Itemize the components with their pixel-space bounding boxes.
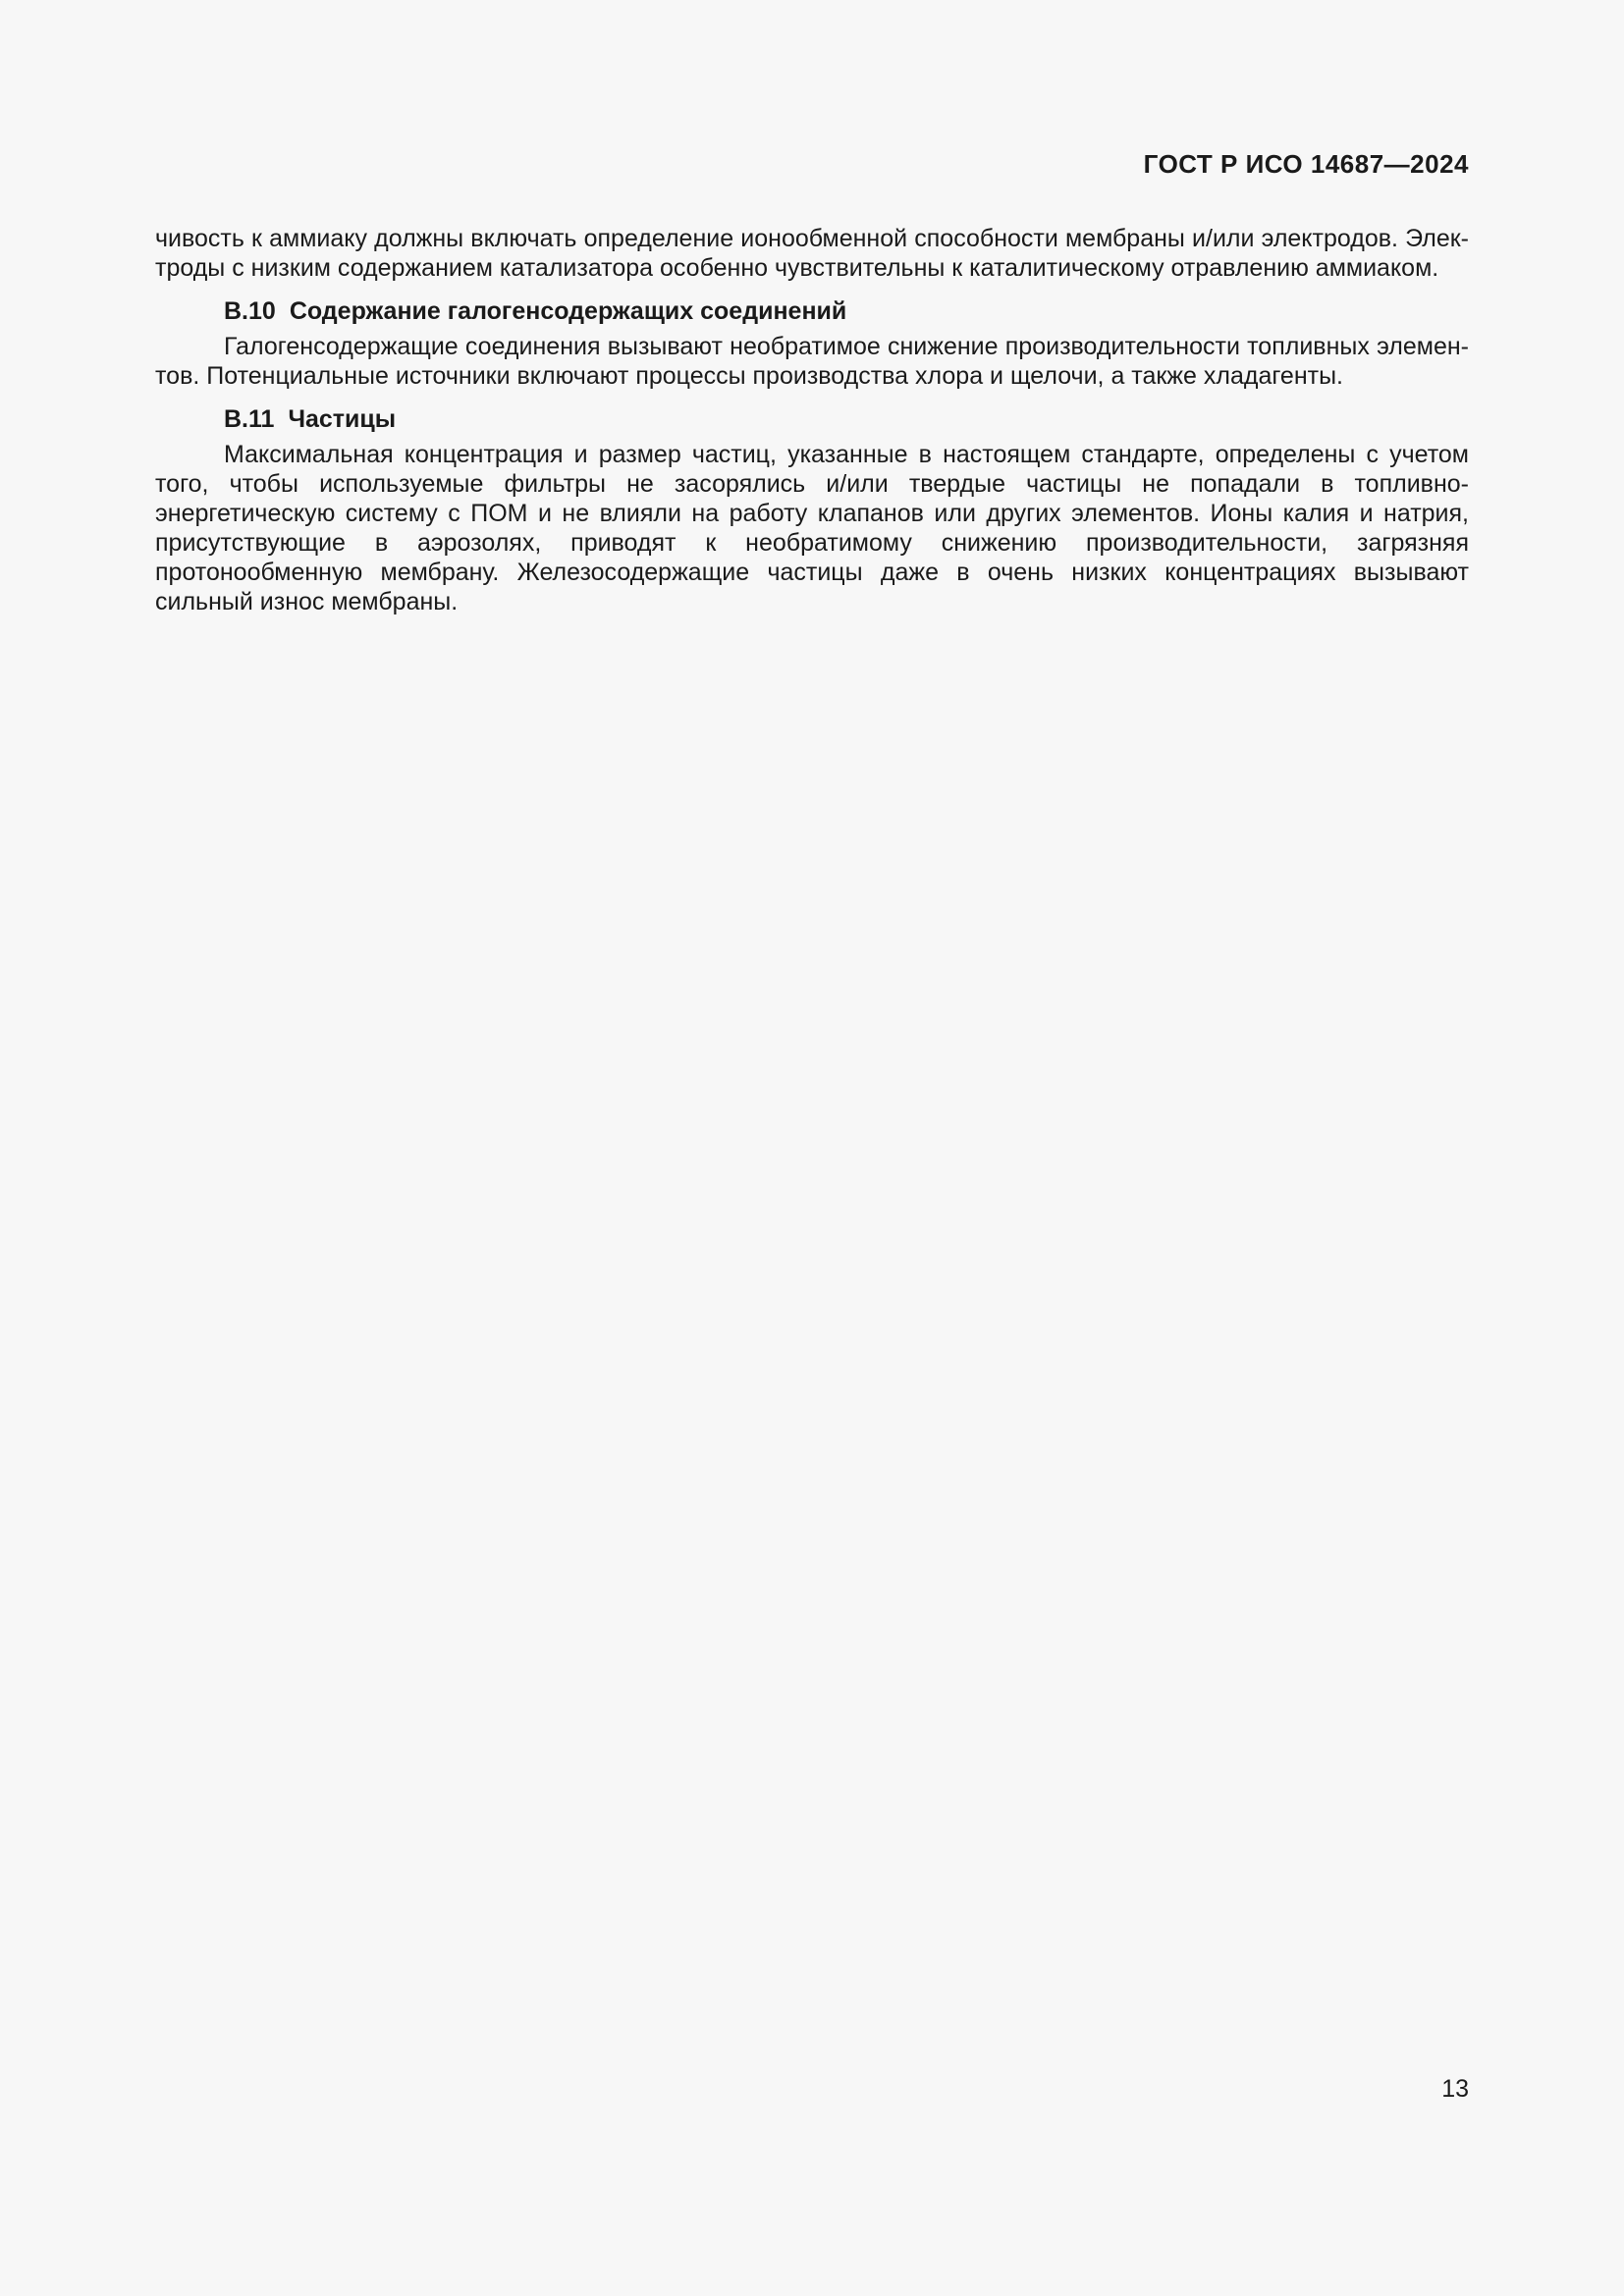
section-heading-b10 (155, 296, 1469, 326)
section-title: Содержание галогенсодержащих соединений (289, 297, 847, 325)
section-paragraph-b11: Максимальная концентрация и размер частиц, указанные в настоящем стандарте, определены с учетом того, чтобы используемые фильтры не засорялись и/или твердые частицы не попадали в топливно-энергетическую систему с ПОМ и не влияли на работу клапанов или других элементов. Ионы калия и натрия, присутствующие в аэрозолях, приводят к необратимому снижению производительности, загрязняя протонообменную мембрану. Железосодержащие частицы даже в очень низких концентрациях вызывают сильный износ мембраны. (155, 441, 1469, 615)
section-number: B.10 (224, 297, 276, 325)
document-code-header: ГОСТ Р ИСО 14687—2024 (1143, 149, 1469, 179)
document-body (155, 224, 1469, 616)
section-number: B.11 (224, 405, 275, 433)
continuation-paragraph: чивость к аммиаку должны включать определение ионообменной способности мембраны и/или электродов. Электроды с низким содержанием катализатора особенно чувствительны к каталитическому отравлению аммиаком. (155, 225, 1469, 282)
section-paragraph-b10: Галогенсодержащие соединения вызывают необратимое снижение производительности топливных элементов. Потенциальные источники включают процессы производства хлора и щелочи, а также хладагенты. (155, 333, 1469, 390)
section-heading-b11 (155, 404, 1469, 434)
section-title: Частицы (288, 405, 397, 433)
page-number: 13 (1441, 2075, 1469, 2103)
